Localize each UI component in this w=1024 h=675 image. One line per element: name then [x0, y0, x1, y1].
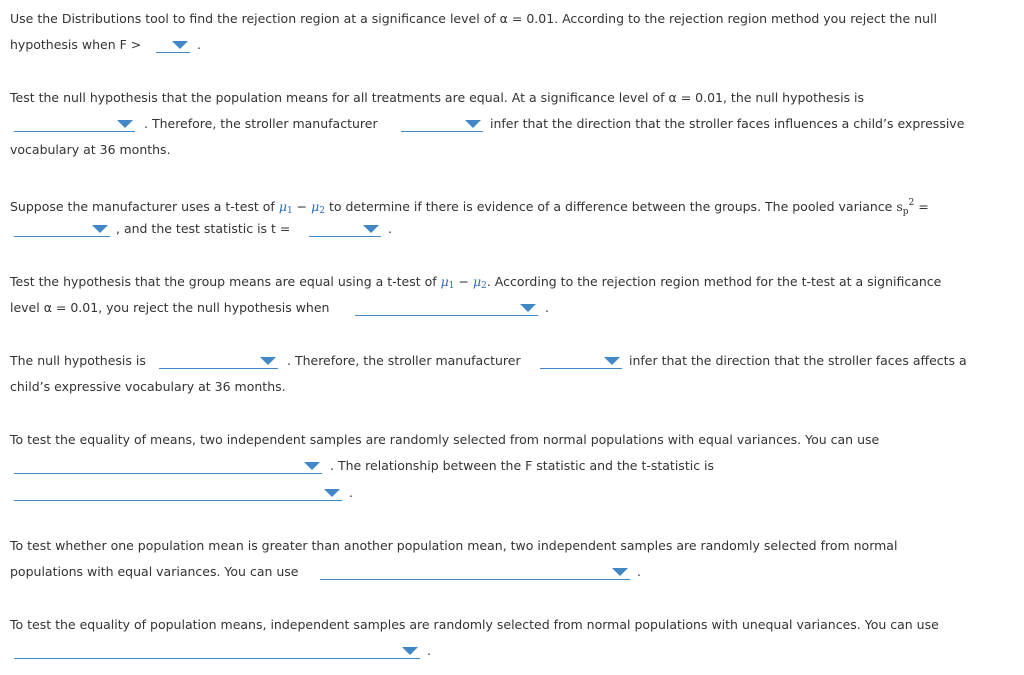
equals-sign: =: [918, 199, 929, 214]
chevron-down-icon: [117, 120, 133, 128]
chevron-down-icon: [604, 357, 620, 365]
q2-can-cannot-dropdown[interactable]: [401, 115, 483, 132]
q8-text-line1: To test the equality of population means, independent samples are randomly selected from normal populations with unequal variances. You can use: [10, 617, 939, 632]
chevron-down-icon: [465, 120, 481, 128]
q4-rejection-condition-dropdown[interactable]: [355, 299, 538, 316]
q5-null-hypothesis-dropdown[interactable]: [159, 352, 278, 369]
mu2-symbol: $\mu_2$: [472, 274, 487, 291]
q4-period: .: [545, 300, 549, 315]
minus-sign: −: [458, 274, 469, 289]
chevron-down-icon: [612, 568, 628, 576]
pooled-variance-symbol: $s_p^2$: [896, 198, 915, 217]
q1-period: .: [197, 37, 201, 52]
q7-text-line2: populations with equal variances. You can use: [10, 564, 299, 579]
chevron-down-icon: [260, 357, 276, 365]
q8-test-choice-dropdown[interactable]: [14, 642, 420, 659]
q2-text-tail: infer that the direction that the stroller faces influences a child’s expressive: [490, 116, 965, 131]
mu1-symbol: $\mu_1$: [440, 274, 455, 291]
q6-text-mid: . The relationship between the F statistic and the t-statistic is: [330, 458, 715, 473]
minus-sign: −: [296, 199, 308, 214]
q5-text-line2: child’s expressive vocabulary at 36 months.: [10, 379, 286, 394]
chevron-down-icon: [324, 489, 340, 497]
q4-text-line1: [10, 273, 941, 291]
chevron-down-icon: [172, 41, 188, 49]
q1-f-critical-dropdown[interactable]: [156, 36, 190, 53]
q2-text-line1: Test the null hypothesis that the population means for all treatments are equal. At a significance level of α = 0.01, the null hypothesis is: [10, 90, 865, 105]
chevron-down-icon: [402, 647, 418, 655]
q7-period: .: [637, 564, 641, 579]
q7-text-line1: To test whether one population mean is greater than another population mean, two independent samples are randomly selected from normal: [10, 538, 898, 553]
q5-text-lead: The null hypothesis is: [10, 353, 146, 368]
q6-text-line1: To test the equality of means, two independent samples are randomly selected from normal populations with equal variances. You can use: [10, 432, 880, 447]
q3-text-b: to determine if there is evidence of a difference between the groups. The pooled variance: [328, 199, 893, 214]
q4-text-a: Test the hypothesis that the group means are equal using a t-test of: [10, 274, 437, 289]
q1-text-line1: Use the Distributions tool to find the rejection region at a significance level of α = 0.01. According to the rejection region method you reject the null: [10, 11, 937, 26]
mu1-symbol: $\mu_1$: [278, 199, 293, 216]
q3-period: .: [388, 221, 392, 236]
q6-f-t-relationship-dropdown[interactable]: [14, 484, 342, 501]
q3-text-mid: , and the test statistic is t =: [116, 221, 291, 236]
q1-text-line2: hypothesis when F >: [10, 37, 142, 52]
chevron-down-icon: [304, 462, 320, 470]
q3-pooled-variance-dropdown[interactable]: [14, 220, 110, 237]
q2-text-line3: vocabulary at 36 months.: [10, 142, 171, 157]
q3-test-statistic-dropdown[interactable]: [309, 220, 381, 237]
q2-null-hypothesis-dropdown[interactable]: [14, 115, 135, 132]
q5-text-mid: . Therefore, the stroller manufacturer: [287, 353, 521, 368]
chevron-down-icon: [363, 225, 379, 233]
q3-text-a: Suppose the manufacturer uses a t-test of: [10, 199, 275, 214]
chevron-down-icon: [520, 304, 536, 312]
q6-period: .: [349, 485, 353, 500]
mu2-symbol: $\mu_2$: [311, 199, 325, 216]
q2-text-mid: . Therefore, the stroller manufacturer: [144, 116, 378, 131]
q8-period: .: [427, 643, 431, 658]
q5-can-cannot-dropdown[interactable]: [540, 352, 622, 369]
q7-test-choice-dropdown[interactable]: [320, 563, 630, 580]
q3-text-line1: [10, 194, 929, 217]
q5-text-tail: infer that the direction that the stroller faces affects a: [629, 353, 967, 368]
q4-text-b: . According to the rejection region method for the t-test at a significance: [486, 274, 942, 289]
chevron-down-icon: [92, 225, 108, 233]
q4-text-line2: level α = 0.01, you reject the null hypothesis when: [10, 300, 330, 315]
q6-test-choice-dropdown[interactable]: [14, 457, 322, 474]
